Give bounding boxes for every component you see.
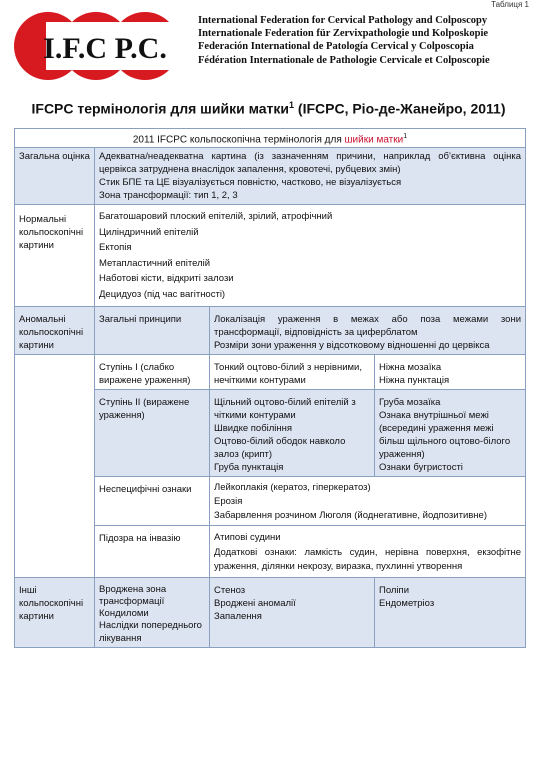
org-name-es: Federación International de Patología Cervical y Colposcopia — [198, 41, 474, 53]
row-normal-findings — [15, 205, 526, 307]
grade1-mid: Тонкий оцтово-білий з нерівними, нечіткими контурами — [210, 355, 375, 390]
table-header-row — [15, 129, 526, 148]
terminology-table — [14, 128, 526, 648]
principles-content: Локалізація ураження в межах або поза межами зони трансформації, відповідність за циферблатом Розміри зони ураження у відсотковому відношенні до цервікса — [210, 307, 526, 355]
grade2-right: Груба мозаїка Ознака внутрішньої межі (всередині ураження межі більш щільного оцтово-білого ураження) Ознаки бугристості — [375, 390, 526, 477]
title-tail: (IFCPC, Ріо-де-Жанейро, 2011) — [294, 100, 506, 117]
misc-col3: Поліпи Ендометріоз — [375, 577, 526, 647]
general-label: Загальна оцінка — [15, 148, 95, 205]
row-abnormal-principles — [15, 307, 526, 355]
nonspecific-content: Лейкоплакія (кератоз, гіперкератоз) Ерозія Забарвлення розчином Люголя (йоднегативне, йодпозитивне) — [210, 477, 526, 526]
org-name-de: Internationale Federation für Zervixpathologie und Kolposkopie — [198, 28, 489, 40]
organization-names — [198, 14, 490, 67]
document-title — [0, 100, 537, 117]
svg-text:I.F.C P.C.: I.F.C P.C. — [43, 32, 167, 65]
normal-content: Багатошаровий плоский епітелій, зрілий, атрофічний Циліндричний епітелій Ектопія Метапластичний епітелій Наботові кісти, відкриті залози Децидуоз (під час вагітності) — [95, 205, 526, 307]
misc-col2: Стеноз Вроджені аномалії Запалення — [210, 577, 375, 647]
table-number: Таблиця 1 — [491, 0, 529, 9]
abnormal-label: Аномальні кольпоскопічні картини — [15, 307, 95, 355]
grade2-label: Ступінь II (виражене ураження) — [95, 390, 210, 477]
invasion-label: Підозра на інвазію — [95, 526, 210, 578]
abnormal-spacer — [15, 355, 95, 578]
row-miscellaneous — [15, 577, 526, 647]
title-main: IFCPC термінологія для шийки матки — [31, 100, 289, 117]
grade1-right: Ніжна мозаїка Ніжна пунктація — [375, 355, 526, 390]
normal-label: Нормальні кольпоскопічні картини — [15, 205, 95, 307]
grade1-label: Ступінь I (слабко виражене ураження) — [95, 355, 210, 390]
row-grade-1 — [15, 355, 526, 390]
invasion-content: Атипові судини Додаткові ознаки: ламкість судин, нерівна поверхня, екзофітне ураження, ділянки некрозу, виразка, пухлинні утворення — [210, 526, 526, 578]
org-name-fr: Fédération Internationale de Pathologie Cervicale et Colposcopie — [198, 54, 490, 66]
principles-label: Загальні принципи — [95, 307, 210, 355]
table-header-highlight: шийки матки — [344, 134, 404, 146]
row-general-assessment — [15, 148, 526, 205]
general-content: Адекватна/неадекватна картина (із зазначенням причини, наприклад об’єктивна оцінка цервікса затруднена внаслідок запалення, кровотечі, рубцевих змін) Стик БПЕ та ЦЕ візуалізується повністю, частково, не візуалізується Зона трансформації: тип 1, 2, 3 — [95, 148, 526, 205]
grade2-mid: Щільний оцтово-білий епітелій з чіткими контурами Швидке побіління Оцтово-білий ободок навколо залоз (крипт) Груба пунктація — [210, 390, 375, 477]
ifcpc-logo — [14, 10, 192, 82]
title-footnote-mark: 1 — [289, 100, 295, 110]
table-header: 2011 IFCPC кольпоскопічна термінологія для шийки матки$^1$ — [15, 129, 526, 148]
misc-label: Інші кольпоскопічні картини — [15, 577, 95, 647]
org-name-en: International Federation for Cervical Pathology and Colposcopy — [198, 15, 488, 26]
nonspecific-label: Неспецифічні ознаки — [95, 477, 210, 526]
misc-col1: Вроджена зона трансформації Кондиломи Наслідки попереднього лікування — [95, 577, 210, 647]
